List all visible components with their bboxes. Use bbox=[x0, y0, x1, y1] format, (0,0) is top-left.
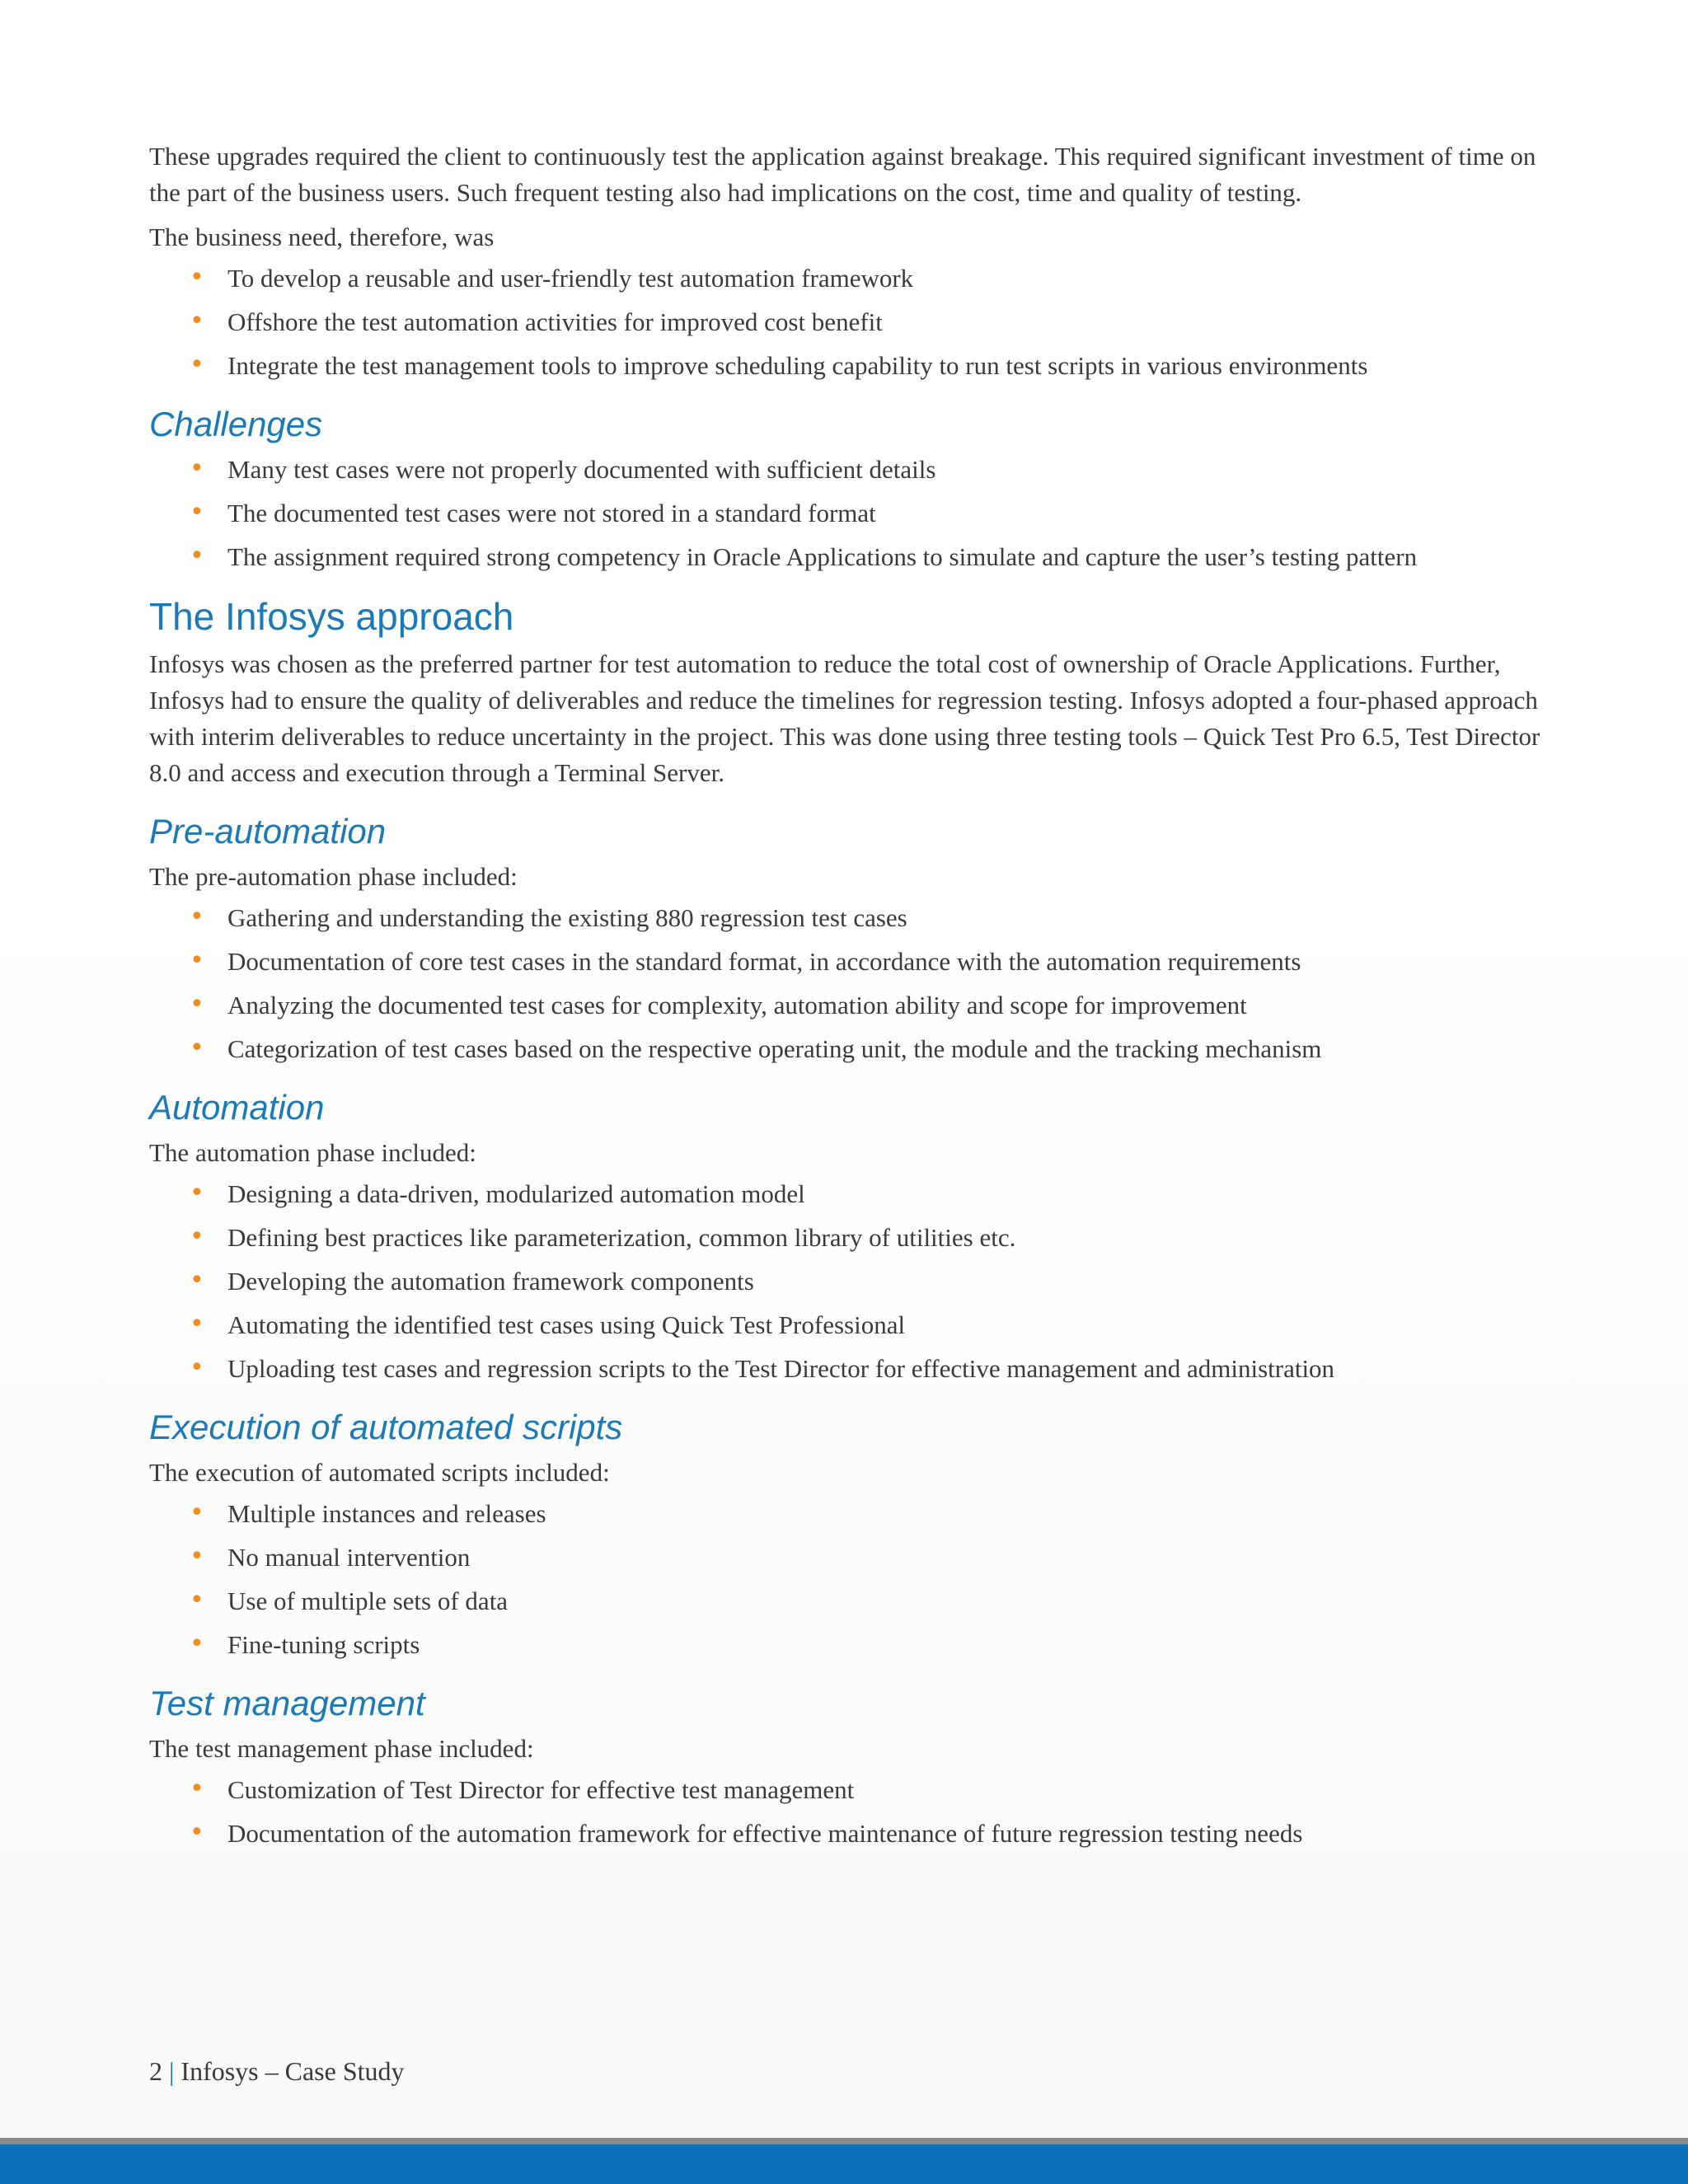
list-item: • Developing the automation framework components bbox=[149, 1263, 1550, 1300]
list-item: • The assignment required strong competency in Oracle Applications to simulate and capture the user’s testing pattern bbox=[149, 539, 1550, 575]
list-item: • Use of multiple sets of data bbox=[149, 1583, 1550, 1619]
challenges-list bbox=[149, 452, 1550, 575]
automation-heading: Automation bbox=[149, 1088, 325, 1127]
footer-bar-blue bbox=[0, 2144, 1688, 2184]
list-item: • Defining best practices like parameterization, common library of utilities etc. bbox=[149, 1220, 1550, 1256]
challenges-heading: Challenges bbox=[149, 405, 323, 443]
list-item: • Categorization of test cases based on the respective operating unit, the module and the tracking mechanism bbox=[149, 1031, 1550, 1067]
automation-list bbox=[149, 1176, 1550, 1387]
business-need-intro: The business need, therefore, was bbox=[149, 223, 495, 251]
approach-heading: The Infosys approach bbox=[149, 595, 514, 638]
intro-paragraph: These upgrades required the client to continuously test the application against breakage. This required significant investment of time on the part of the business users. Such frequent testing also had implications on the cost, time and quality of testing. bbox=[149, 142, 1536, 207]
automation-intro: The automation phase included: bbox=[149, 1138, 476, 1167]
list-item: • Gathering and understanding the existing 880 regression test cases bbox=[149, 900, 1550, 936]
list-item: • Multiple instances and releases bbox=[149, 1496, 1550, 1532]
list-item: • Integrate the test management tools to improve scheduling capability to run test scripts in various environments bbox=[149, 348, 1550, 384]
list-item: • The documented test cases were not stored in a standard format bbox=[149, 495, 1550, 532]
list-item: • To develop a reusable and user-friendly test automation framework bbox=[149, 260, 1550, 297]
pre-automation-heading: Pre-automation bbox=[149, 812, 387, 851]
test-management-intro: The test management phase included: bbox=[149, 1734, 534, 1763]
list-item: • Offshore the test automation activities for improved cost benefit bbox=[149, 304, 1550, 340]
execution-intro: The execution of automated scripts included: bbox=[149, 1458, 610, 1487]
list-item: • Many test cases were not properly documented with sufficient details bbox=[149, 452, 1550, 488]
document-body bbox=[149, 138, 1550, 1859]
list-item: • Designing a data-driven, modularized automation model bbox=[149, 1176, 1550, 1212]
list-item: • Uploading test cases and regression scripts to the Test Director for effective management and administration bbox=[149, 1351, 1550, 1387]
list-item: • Analyzing the documented test cases for complexity, automation ability and scope for improvement bbox=[149, 987, 1550, 1024]
execution-list bbox=[149, 1496, 1550, 1663]
footer-separator: | bbox=[169, 2056, 175, 2086]
list-item: • Documentation of the automation framework for effective maintenance of future regression testing needs bbox=[149, 1816, 1550, 1852]
footer-label: Infosys – Case Study bbox=[181, 2056, 405, 2086]
list-item: • Documentation of core test cases in the standard format, in accordance with the automation requirements bbox=[149, 944, 1550, 980]
business-need-list bbox=[149, 260, 1550, 384]
list-item: • Fine-tuning scripts bbox=[149, 1627, 1550, 1663]
execution-heading: Execution of automated scripts bbox=[149, 1408, 623, 1446]
test-management-heading: Test management bbox=[149, 1684, 425, 1722]
pre-automation-intro: The pre-automation phase included: bbox=[149, 862, 518, 891]
list-item: • No manual intervention bbox=[149, 1540, 1550, 1576]
test-management-list bbox=[149, 1772, 1550, 1852]
page-number: 2 bbox=[149, 2056, 162, 2086]
footer-bar-grey bbox=[0, 2138, 1688, 2144]
page-footer bbox=[149, 2056, 405, 2087]
list-item: • Automating the identified test cases using Quick Test Professional bbox=[149, 1307, 1550, 1343]
approach-paragraph: Infosys was chosen as the preferred partner for test automation to reduce the total cost of ownership of Oracle Applications. Further, Infosys had to ensure the quality of deliverables and reduce the timelines for regression testing. Infosys adopted a four-phased approach with interim deliverables to reduce uncertainty in the project. This was done using three testing tools – Quick Test Pro 6.5, Test Director 8.0 and access and execution through a Terminal Server. bbox=[149, 649, 1540, 787]
pre-automation-list bbox=[149, 900, 1550, 1067]
list-item: • Customization of Test Director for effective test management bbox=[149, 1772, 1550, 1808]
